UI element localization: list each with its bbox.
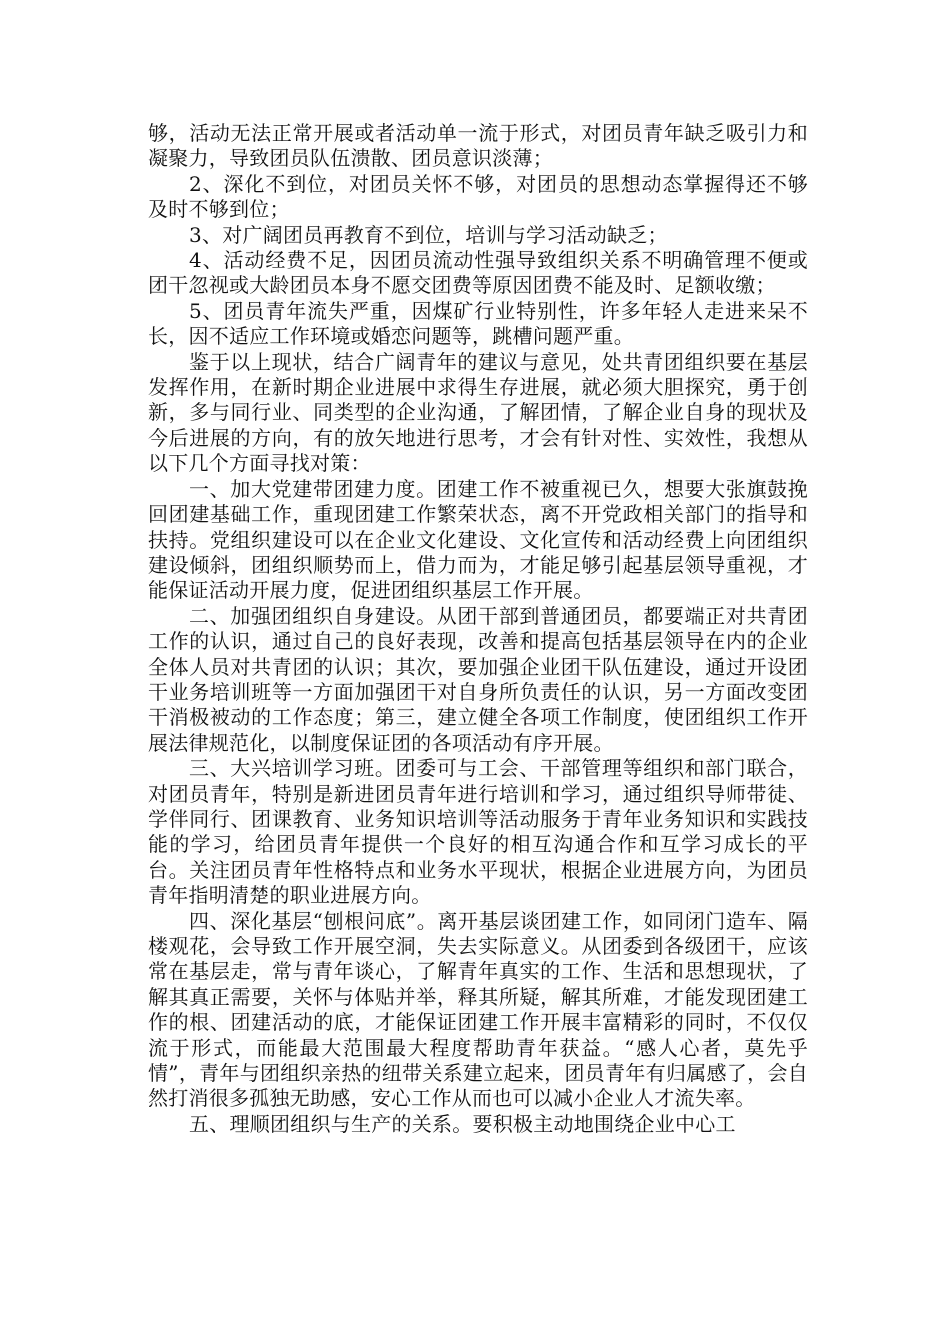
paragraph-item-3: 3、对广阔团员再教育不到位，培训与学习活动缺乏； [189, 222, 668, 247]
paragraph-measure-3: 三、大兴培训学习班。团委可与工会、干部管理等组织和部门联合，对团员青年，特别是新进团员青年进行培训和学习，通过组织导师带徒、学伴同行、团课教育、业务知识培训等活动服务于青年业务知识和实践技能的学习，给团员青年提供一个良好的相互沟通合作和互学习成长的平台。关注团员青年性格特点和业务水平现状，根据企业进展方向，为团员青年指明清楚的职业进展方向。 [148, 756, 808, 908]
paragraph-measure-4: 四、深化基层“刨根问底”。离开基层谈团建工作，如同闭门造车、隔楼观花，会导致工作开展空洞，失去实际意义。从团委到各级团干，应该常在基层走，常与青年谈心，了解青年真实的工作、生活和思想现状，了解其真正需要，关怀与体贴并举，释其所疑，解其所难，才能发现团建工作的根、团建活动的底，才能保证团建工作开展丰富精彩的同时，不仅仅流于形式，而能最大范围最大程度帮助青年获益。“感人心者，莫先乎情”，青年与团组织亲热的纽带关系建立起来，团员青年有归属感了，会自然打消很多孤独无助感，安心工作从而也可以减小企业人才流失率。 [148, 908, 808, 1111]
paragraph-summary: 鉴于以上现状，结合广阔青年的建议与意见，处共青团组织要在基层发挥作用，在新时期企业进展中求得生存进展，就必须大胆探究，勇于创新，多与同行业、同类型的企业沟通，了解团情，了解企业自身的现状及今后进展的方向，有的放矢地进行思考，才会有针对性、实效性，我想从以下几个方面寻找对策： [148, 349, 808, 476]
paragraph-item-2: 2、深化不到位，对团员关怀不够，对团员的思想动态掌握得还不够及时不够到位； [148, 171, 808, 222]
paragraph-measure-2: 二、加强团组织自身建设。从团干部到普通团员，都要端正对共青团工作的认识，通过自己的良好表现，改善和提高包括基层领导在内的企业全体人员对共青团的认识；其次，要加强企业团干队伍建设，通过开设团干业务培训班等一方面加强团干对自身所负责任的认识，另一方面改变团干消极被动的工作态度；第三，建立健全各项工作制度，使团组织工作开展法律规范化，以制度保证团的各项活动有序开展。 [148, 603, 808, 755]
document-body [148, 121, 808, 1137]
paragraph-measure-1: 一、加大党建带团建力度。团建工作不被重视已久，想要大张旗鼓挽回团建基础工作，重现团建工作繁荣状态，离不开党政相关部门的指导和扶持。党组织建设可以在企业文化建设、文化宣传和活动经费上向团组织建设倾斜，团组织顺势而上，借力而为，才能足够引起基层领导重视，才能保证活动开展力度，促进团组织基层工作开展。 [148, 476, 808, 603]
paragraph-measure-5: 五、理顺团组织与生产的关系。要积极主动地围绕企业中心工 [189, 1111, 736, 1136]
paragraph-continuation: 够，活动无法正常开展或者活动单一流于形式，对团员青年缺乏吸引力和凝聚力，导致团员队伍溃散、团员意识淡薄； [148, 121, 808, 171]
paragraph-item-4: 4、活动经费不足，因团员流动性强导致组织关系不明确管理不便或团干忽视或大龄团员本身不愿交团费等原因团费不能及时、足额收缴； [148, 248, 808, 298]
paragraph-item-5: 5、团员青年流失严重，因煤矿行业特别性，许多年轻人走进来呆不长，因不适应工作环境或婚恋问题等，跳槽问题严重。 [148, 298, 808, 349]
